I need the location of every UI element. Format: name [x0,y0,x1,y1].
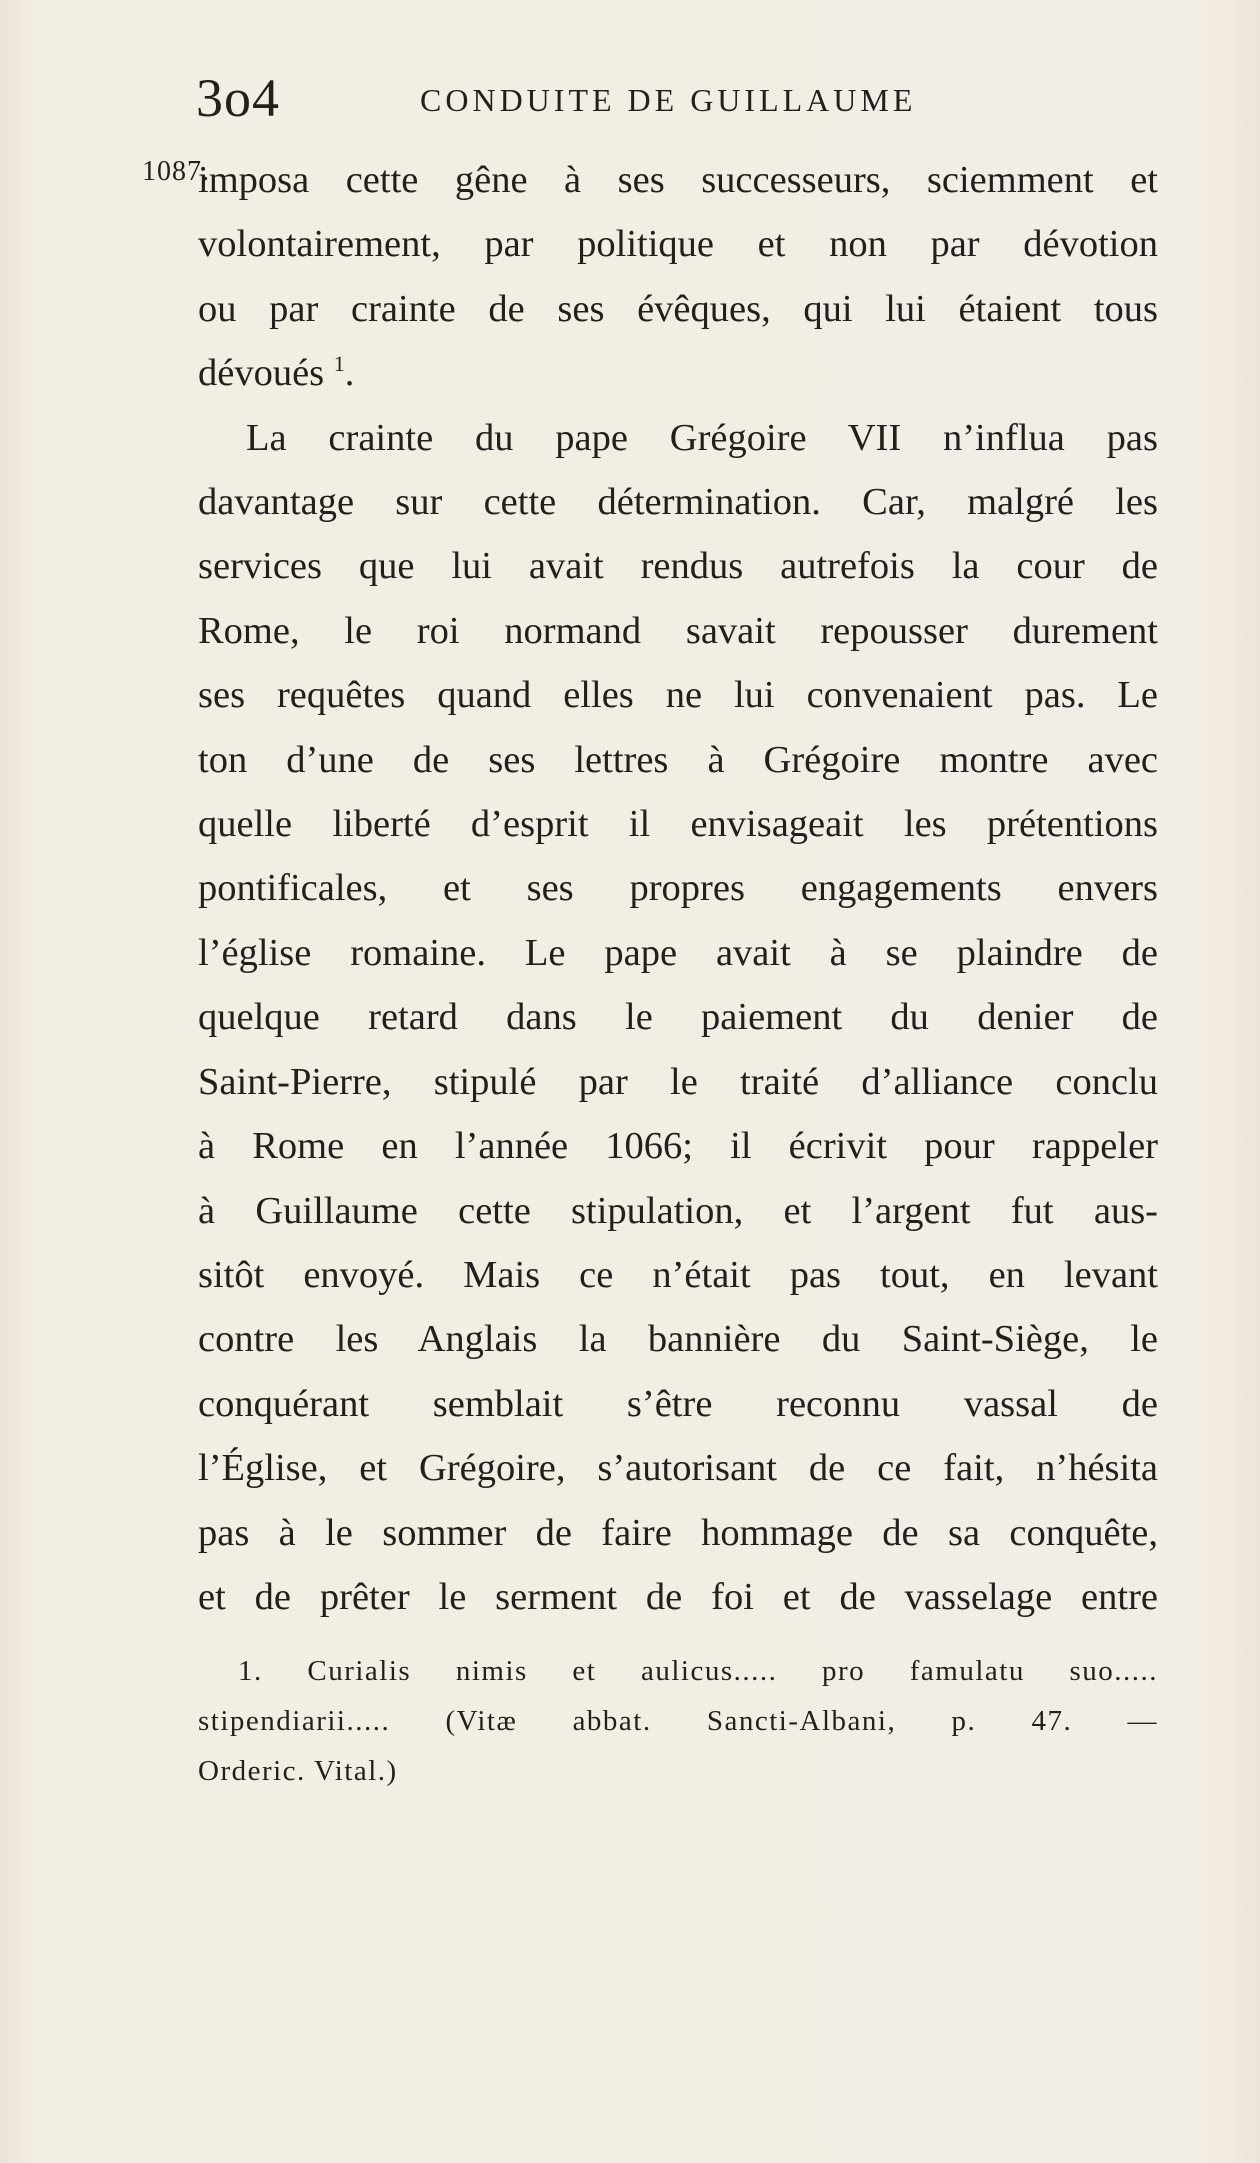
text-line: quelle liberté d’esprit il envisageait les prétentions [198,803,1158,846]
text-line: quelque retard dans le paiement du denier de [198,996,1158,1039]
text-line: conquérant semblait s’être reconnu vassal de [198,1382,1158,1425]
footnote-reference: 1 [333,351,345,377]
margin-year-note: 1087. [142,156,210,187]
paragraph-first-line: La crainte du pape Grégoire VII n’influa pas [246,416,1158,459]
text-line: l’église romaine. Le pape avait à se plaindre de [198,931,1158,974]
page-number: 3o4 [196,68,280,128]
text-line: Rome, le roi normand savait repousser durement [198,609,1158,652]
text-line: Saint-Pierre, stipulé par le traité d’alliance conclu [198,1060,1158,1103]
running-head: CONDUITE DE GUILLAUME [420,82,917,118]
text-line: et de prêter le serment de foi et de vasselage entre [198,1575,1158,1618]
footnote-line: stipendiarii..... (Vitæ abbat. Sancti-Albani, p. 47. — [198,1705,1158,1737]
main-text [198,148,1158,1629]
text-line: ton d’une de ses lettres à Grégoire montre avec [198,738,1158,781]
footnote-line: 1. Curialis nimis et aulicus..... pro famulatu suo..... [238,1655,1158,1687]
footnotes [198,1646,1158,1796]
text-line: services que lui avait rendus autrefois la cour de [198,545,1158,588]
text-line: davantage sur cette détermination. Car, malgré les [198,481,1158,524]
text-line: à Guillaume cette stipulation, et l’argent fut aus- [198,1189,1158,1232]
text-line: volontairement, par politique et non par dévotion [198,223,1158,266]
text-line: pas à le sommer de faire hommage de sa conquête, [198,1511,1158,1554]
text-line: imposa cette gêne à ses successeurs, sciemment et [198,159,1158,201]
text-fragment: . [344,352,355,395]
page-header [0,60,1260,130]
text-line: contre les Anglais la bannière du Saint-Siège, le [198,1318,1158,1361]
text-line: sitôt envoyé. Mais ce n’était pas tout, en levant [198,1253,1158,1296]
text-line: à Rome en l’année 1066; il écrivit pour rappeler [198,1125,1158,1168]
text-fragment: dévoués [198,352,325,395]
text-line: ou par crainte de ses évêques, qui lui étaient tous [198,287,1158,330]
text-line: pontificales, et ses propres engagements envers [198,867,1158,910]
text-line: l’Église, et Grégoire, s’autorisant de ce fait, n’hésita [198,1447,1158,1490]
text-line [198,341,1158,405]
footnote-line: Orderic. Vital.) [198,1755,398,1787]
text-line: ses requêtes quand elles ne lui convenaient pas. Le [198,674,1158,717]
